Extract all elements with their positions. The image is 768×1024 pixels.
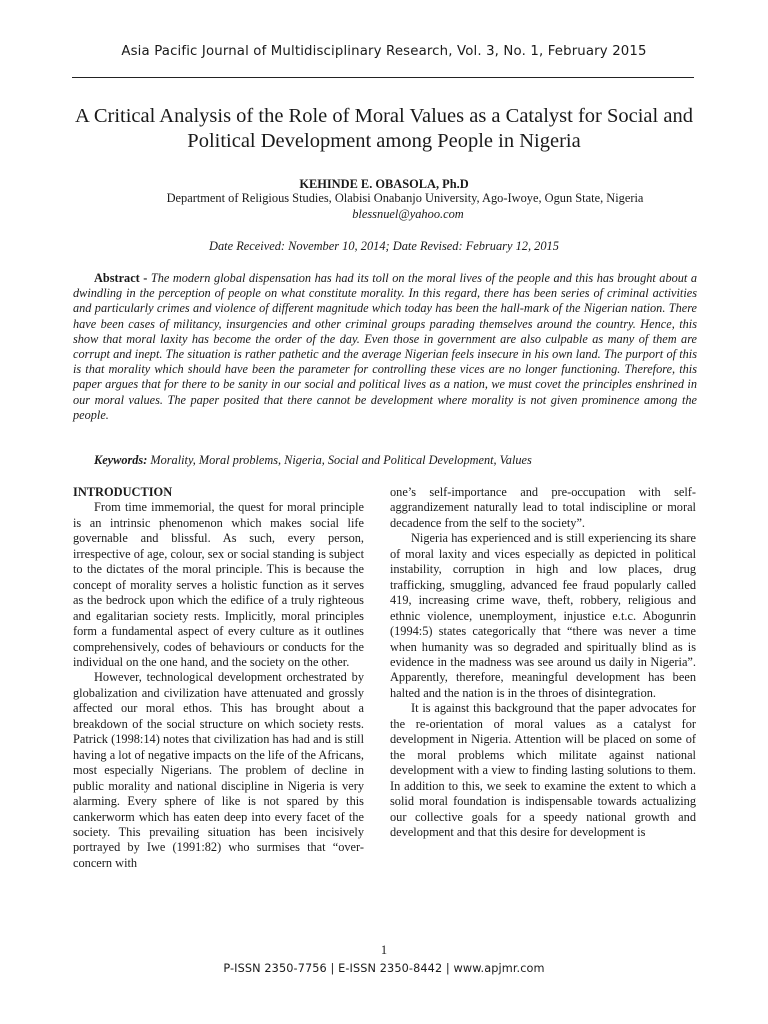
left-column xyxy=(73,485,364,871)
abstract-text: The modern global dispensation has had its toll on the moral lives of the people and this has brought about a dwindling in the perception of people on what constitute morality. In this regard, there has been series of criminal activities and particularly crimes and violence of different magnitude which today has been the hall-mark of the Nigerian nation. There have been cases of militancy, insurgencies and other criminal groups parading themselves around the country. Hence, this show that moral laxity has become the order of the day. Even those in government are also culpable as many of them are corrupt and inept. The situation is rather pathetic and the average Nigerian feels insecure in his own land. The purport of this is that morality which should have been the parameter for controlling these vices are no longer functioning. Therefore, this paper argues that for there to be sanity in our social and political lives as a nation, we must covet the principles enshrined in our moral values. The paper posited that there cannot be development where morality is not given prominence among the people. xyxy=(73,271,697,422)
abstract-label: Abstract - xyxy=(94,271,148,285)
running-header: Asia Pacific Journal of Multidisciplinary Research, Vol. 3, No. 1, February 2015 xyxy=(121,44,647,59)
body-paragraph: However, technological development orchestrated by globalization and civilization have attenuated and grossly affected our moral ethos. This has brought about a breakdown of the social structure on which society rests. Patrick (1998:14) notes that civilization has had and is still having a lot of negative impacts on the life of the Africans, most especially Nigerians. The problem of decline in public morality and national discipline in Nigeria is very alarming. Every sphere of like is not spared by this cankerworm which has eaten deep into every facet of the society. This prevailing situation has been incisively portrayed by Iwe (1991:82) who surmises that “over-concern with xyxy=(73,670,364,870)
abstract xyxy=(73,271,697,423)
author-name: KEHINDE E. OBASOLA, Ph.D xyxy=(299,177,469,191)
introduction-heading: INTRODUCTION xyxy=(73,485,173,499)
author-email: blessnuel@yahoo.com xyxy=(352,207,464,221)
header-divider xyxy=(72,77,694,78)
paper-title: A Critical Analysis of the Role of Moral Values as a Catalyst for Social and Political Development among People in Nigeria xyxy=(75,105,693,152)
page-number: 1 xyxy=(380,943,388,957)
body-paragraph: It is against this background that the paper advocates for the re-orientation of moral values as a catalyst for development in Nigeria. Attention will be placed on some of the moral problems which militate against national development with a view to finding lasting solutions to them. In addition to this, we seek to examine the extent to which a solid moral foundation is indispensable towards actualizing our collective goals for a speedy national growth and development and that this desire for development is xyxy=(390,701,696,839)
footer-issn: P-ISSN 2350-7756 | E-ISSN 2350-8442 | www.apjmr.com xyxy=(223,962,545,975)
body-paragraph: Nigeria has experienced and is still experiencing its share of moral laxity and vices especially as depicted in political instability, corruption in high and low places, drug trafficking, smuggling, advanced fee fraud popularly called 419, increasing crime wave, theft, robbery, religious and ethnic violence, unemployment, injustice e.t.c. Abogunrin (1994:5) states categorically that “there was never a time when humanity was so degraded and spiritually blind as is evidence in the madness was see around us daily in Nigeria”. Apparently, therefore, meaningful development has been halted and the nation is in the throes of disintegration. xyxy=(390,531,696,700)
date-received-revised: Date Received: November 10, 2014; Date Revised: February 12, 2015 xyxy=(209,239,559,253)
keywords xyxy=(94,453,694,468)
keywords-text: Morality, Moral problems, Nigeria, Social and Political Development, Values xyxy=(150,453,532,467)
keywords-label: Keywords: xyxy=(94,453,148,467)
body-paragraph: From time immemorial, the quest for moral principle is an intrinsic phenomenon which makes social life governable and blissful. As such, every person, irrespective of age, colour, sex or social standing is subject to the dictates of the moral principle. This is because the concept of morality serves a holistic function as it serves as the bedrock upon which the edifice of a truly righteous and egalitarian society rests. Implicitly, moral principles form a fundamental aspect of every culture as it outlines comprehensively, codes of behaviours or conducts for the individual on the one hand, and the society on the other. xyxy=(73,500,364,669)
right-column xyxy=(390,485,696,840)
author-affiliation: Department of Religious Studies, Olabisi Onabanjo University, Ago-Iwoye, Ogun State, Nigeria xyxy=(166,191,644,205)
body-paragraph-continuation: one’s self-importance and pre-occupation with self-aggrandizement naturally lead to total indiscipline or moral decadence from the self to the society”. xyxy=(390,485,696,530)
